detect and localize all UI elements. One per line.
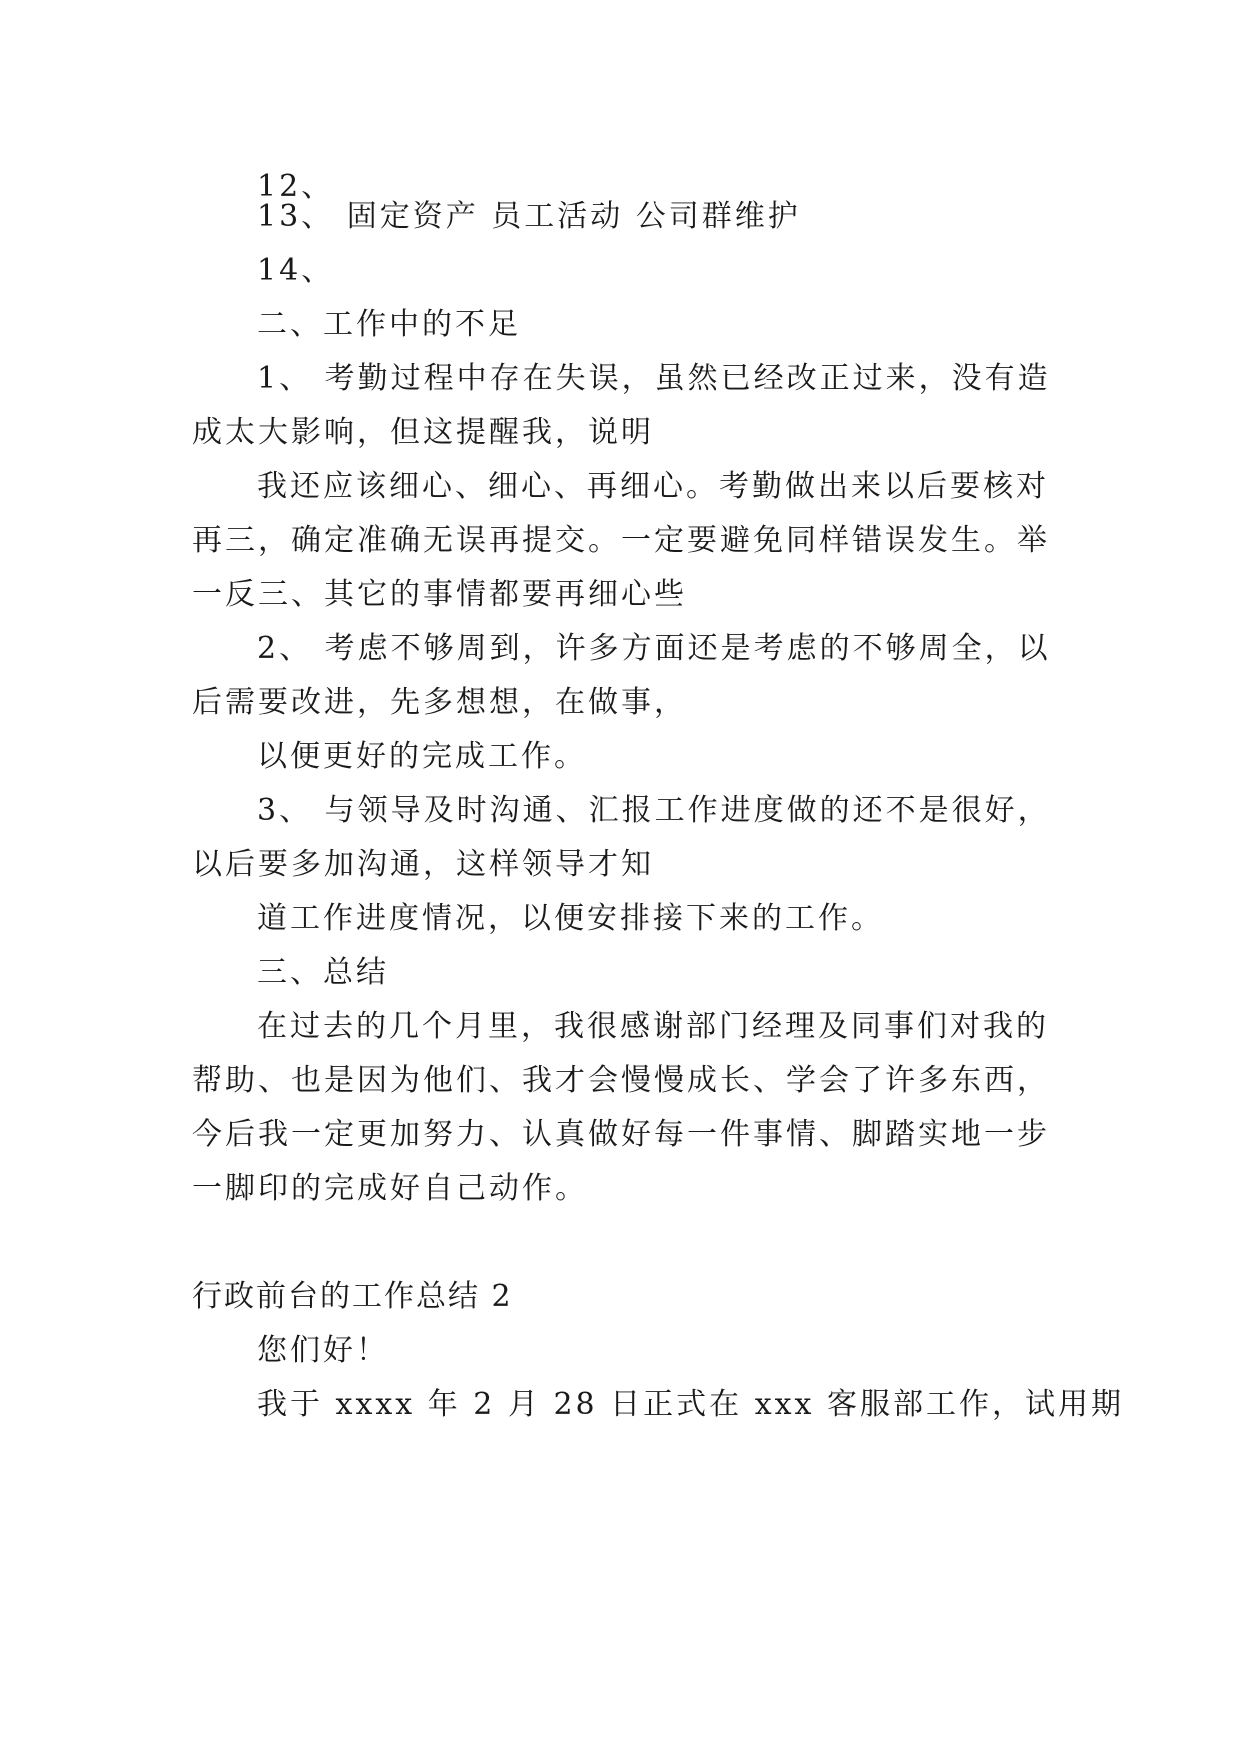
paragraph-line: 再三，确定准确无误再提交。一定要避免同样错误发生。举 — [192, 523, 1050, 558]
paragraph-line: 1、 考勤过程中存在失误，虽然已经改正过来，没有造 — [257, 361, 1051, 396]
paragraph-line: 一脚印的完成好自己动作。 — [192, 1171, 588, 1206]
list-item-14: 14、 — [257, 253, 335, 288]
list-item-13: 13、 固定资产 员工活动 公司群维护 — [257, 199, 801, 234]
paragraph-line: 2、 考虑不够周到，许多方面还是考虑的不够周全，以 — [257, 631, 1051, 666]
article-title: 行政前台的工作总结 2 — [192, 1279, 513, 1314]
paragraph-line: 道工作进度情况，以便安排接下来的工作。 — [257, 901, 884, 936]
paragraph-line: 以后要多加沟通，这样领导才知 — [192, 847, 654, 882]
paragraph-line: 帮助、也是因为他们、我才会慢慢成长、学会了许多东西， — [192, 1063, 1050, 1098]
paragraph-line: 在过去的几个月里，我很感谢部门经理及同事们对我的 — [257, 1009, 1049, 1044]
paragraph-line: 我于 xxxx 年 2 月 28 日正式在 xxx 客服部工作，试用期 — [257, 1387, 1124, 1422]
section-heading-shortcomings: 二、工作中的不足 — [257, 307, 521, 342]
greeting: 您们好！ — [257, 1333, 389, 1368]
section-heading-summary: 三、总结 — [257, 955, 389, 990]
paragraph-line: 一反三、其它的事情都要再细心些 — [192, 577, 687, 612]
paragraph-line: 今后我一定更加努力、认真做好每一件事情、脚踏实地一步 — [192, 1117, 1050, 1152]
paragraph-line: 3、 与领导及时沟通、汇报工作进度做的还不是很好， — [257, 793, 1051, 828]
paragraph-line: 我还应该细心、细心、再细心。考勤做出来以后要核对 — [257, 469, 1049, 504]
paragraph-line: 后需要改进，先多想想，在做事， — [192, 685, 687, 720]
list-item-12: 12、 — [257, 169, 335, 204]
paragraph-line: 成太大影响，但这提醒我，说明 — [192, 415, 654, 450]
paragraph-line: 以便更好的完成工作。 — [257, 739, 587, 774]
